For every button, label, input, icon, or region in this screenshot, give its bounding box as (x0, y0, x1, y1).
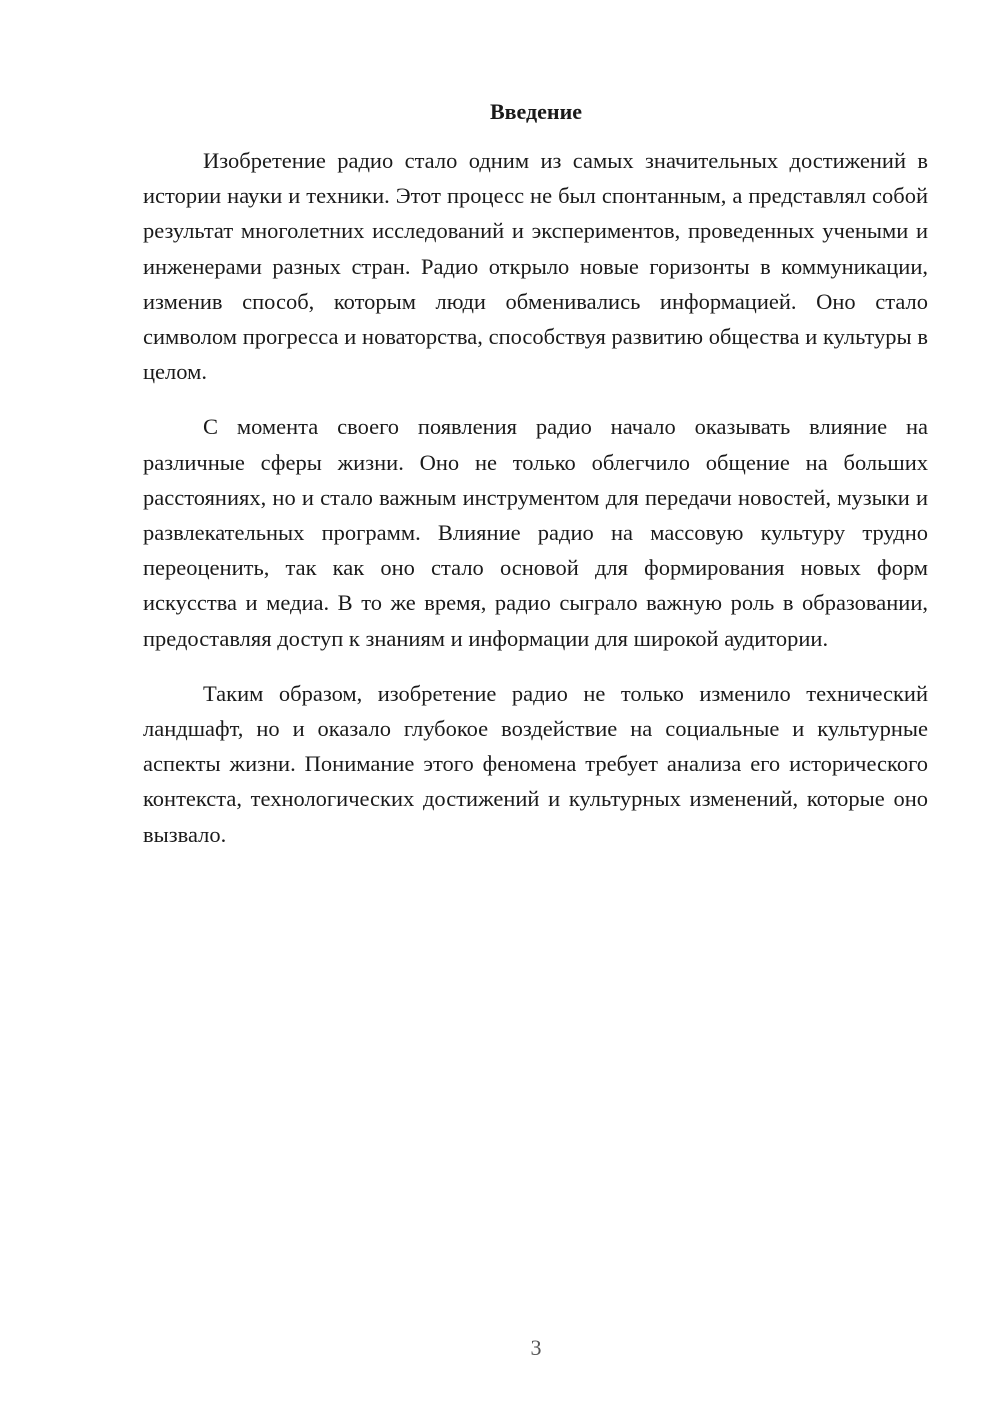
paragraph-1: Изобретение радио стало одним из самых значительных достижений в истории науки и техники. Этот процесс не был спонтанным, а представлял собой результат многолетних исследований и экспериментов, проведенных учеными и инженерами разных стран. Радио открыло новые горизонты в коммуникации, изменив способ, которым люди обменивались информацией. Оно стало символом прогресса и новаторства, способствуя развитию общества и культуры в целом. (143, 148, 928, 385)
body-text (143, 143, 928, 872)
paragraph-3: Таким образом, изобретение радио не только изменило технический ландшафт, но и оказало глубокое воздействие на социальные и культурные аспекты жизни. Понимание этого феномена требует анализа его исторического контекста, технологических достижений и культурных изменений, которые оно вызвало. (143, 680, 928, 847)
paragraph-2: С момента своего появления радио начало оказывать влияние на различные сферы жизни. Оно не только облегчило общение на больших расстояниях, но и стало важным инструментом для передачи новостей, музыки и развлекательных программ. Влияние радио на массовую культуру трудно переоценить, так как оно стало основой для формирования новых форм искусства и медиа. В то же время, радио сыграло важную роль в образовании, предоставляя доступ к знаниям и информации для широкой аудитории. (143, 414, 928, 651)
section-heading: Введение (489, 99, 583, 124)
page-number: 3 (530, 1335, 542, 1360)
